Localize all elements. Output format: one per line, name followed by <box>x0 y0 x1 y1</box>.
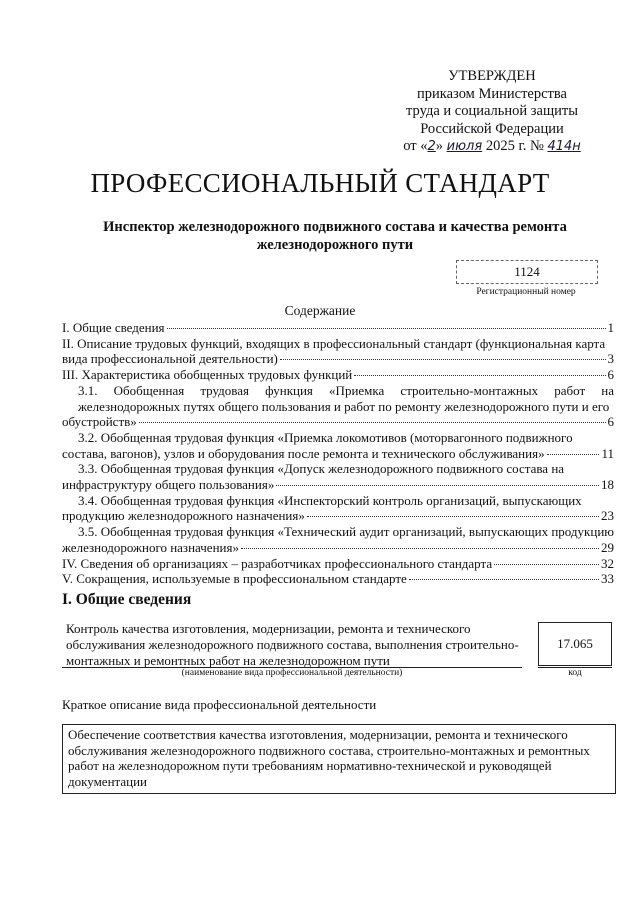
toc-heading: Содержание <box>284 303 356 318</box>
toc-page: 29 <box>601 539 614 555</box>
toc-item-text-cont: инфраструктуру общего пользования» <box>62 477 275 493</box>
toc-item-text: II. Описание трудовых функций, входящих в профессиональный стандарт (функциональная карта <box>62 335 606 351</box>
toc-page: 32 <box>601 555 614 571</box>
toc-item[interactable] <box>62 524 614 555</box>
registration-caption: Регистрационный номер <box>476 287 576 297</box>
toc-item-text: III. Характеристика обобщенных трудовых функций <box>62 367 353 383</box>
document-subtitle: Инспектор железнодорожного подвижного состава и качества ремонта железнодорожного пути <box>103 219 567 253</box>
activity-code-box <box>538 622 612 666</box>
toc-page: 23 <box>601 508 614 524</box>
toc-item-text: 3.5. Обобщенная трудовая функция «Технический аудит организаций, выпускающих продукцию <box>78 524 614 540</box>
toc-item[interactable] <box>62 571 614 587</box>
activity-code: 17.065 <box>557 636 593 651</box>
section-heading: I. Общие сведения <box>62 591 192 608</box>
approval-date-line <box>372 138 612 156</box>
toc-item-text-cont: обустройств» <box>62 414 137 430</box>
registration-number: 1124 <box>514 264 540 279</box>
toc-page: 33 <box>601 571 614 587</box>
toc-item-text-cont: состава, вагонов), узлов и оборудования после ремонта и технического обслуживания» <box>62 445 545 461</box>
toc-page: 6 <box>607 367 614 383</box>
toc-page: 18 <box>601 477 614 493</box>
toc-item-text: I. Общие сведения <box>62 320 165 335</box>
toc-item-text: V. Сокращения, используемые в профессиональном стандарте <box>62 571 407 587</box>
toc-page: 1 <box>607 320 614 335</box>
description-label: Краткое описание вида профессиональной деятельности <box>62 697 377 712</box>
toc-page: 11 <box>601 445 614 461</box>
toc-item-text: 3.1. Обобщенная трудовая функция «Приемка строительно-монтажных работ на железнодорожных путях общего пользования и работ по ремонту железнодорожного пути и его <box>78 382 614 414</box>
toc-page: 6 <box>607 414 614 430</box>
handwritten-number: 414н <box>547 139 581 154</box>
toc-item[interactable] <box>62 556 614 572</box>
toc-item[interactable] <box>62 493 614 524</box>
toc-item-text: IV. Сведения об организациях – разработчиках профессионального стандарта <box>62 555 493 571</box>
toc-item-text-cont: вида профессиональной деятельности) <box>62 351 278 367</box>
toc-item-text: 3.4. Обобщенная трудовая функция «Инспекторский контроль организаций, выпускающих <box>78 492 582 508</box>
activity-kind-name: Контроль качества изготовления, модернизации, ремонта и технического обслуживания железнодорожного подвижного состава, выполнения строительно-монтажных и ремонтных работ на железнодорожном пути <box>66 621 519 668</box>
toc-item[interactable] <box>62 320 614 336</box>
activity-code-caption: код <box>568 668 582 678</box>
approval-line: Российской Федерации <box>420 120 564 137</box>
date-year: 2025 г. № <box>485 138 544 154</box>
date-mid: » <box>435 138 444 154</box>
toc-item[interactable] <box>62 367 614 383</box>
handwritten-month: июля <box>446 139 483 154</box>
document-title: ПРОФЕССИОНАЛЬНЫЙ СТАНДАРТ <box>90 168 550 198</box>
approval-heading: УТВЕРЖДЕН <box>448 68 536 84</box>
approval-line: труда и социальной защиты <box>406 103 578 119</box>
toc-item[interactable] <box>62 383 614 430</box>
toc-item[interactable] <box>62 336 614 367</box>
toc-item[interactable] <box>62 430 614 461</box>
approval-block <box>372 68 612 156</box>
toc-item-text: 3.2. Обобщенная трудовая функция «Приемка локомотивов (моторвагонного подвижного <box>78 429 573 445</box>
toc-item-text-cont: продукцию железнодорожного назначения» <box>62 508 305 524</box>
handwritten-day: 2 <box>427 139 436 154</box>
activity-kind-caption: (наименование вида профессиональной деятельности) <box>181 668 403 678</box>
toc-page: 3 <box>607 351 614 367</box>
description-text: Обеспечение соответствия качества изготовления, модернизации, ремонта и технического обслуживания железнодорожного подвижного состава, строительно-монтажных и ремонтных работ на железнодорожном пути требованиям нормативно-технической и руководящей документации <box>68 727 590 790</box>
toc-item[interactable] <box>62 461 614 492</box>
toc-item-text: 3.3. Обобщенная трудовая функция «Допуск железнодорожного подвижного состава на <box>78 461 565 477</box>
toc-item-text-cont: железнодорожного назначения» <box>62 539 239 555</box>
date-prefix: от « <box>403 138 428 154</box>
table-of-contents <box>62 320 614 587</box>
registration-number-box <box>456 260 598 284</box>
approval-line: приказом Министерства <box>417 85 567 102</box>
